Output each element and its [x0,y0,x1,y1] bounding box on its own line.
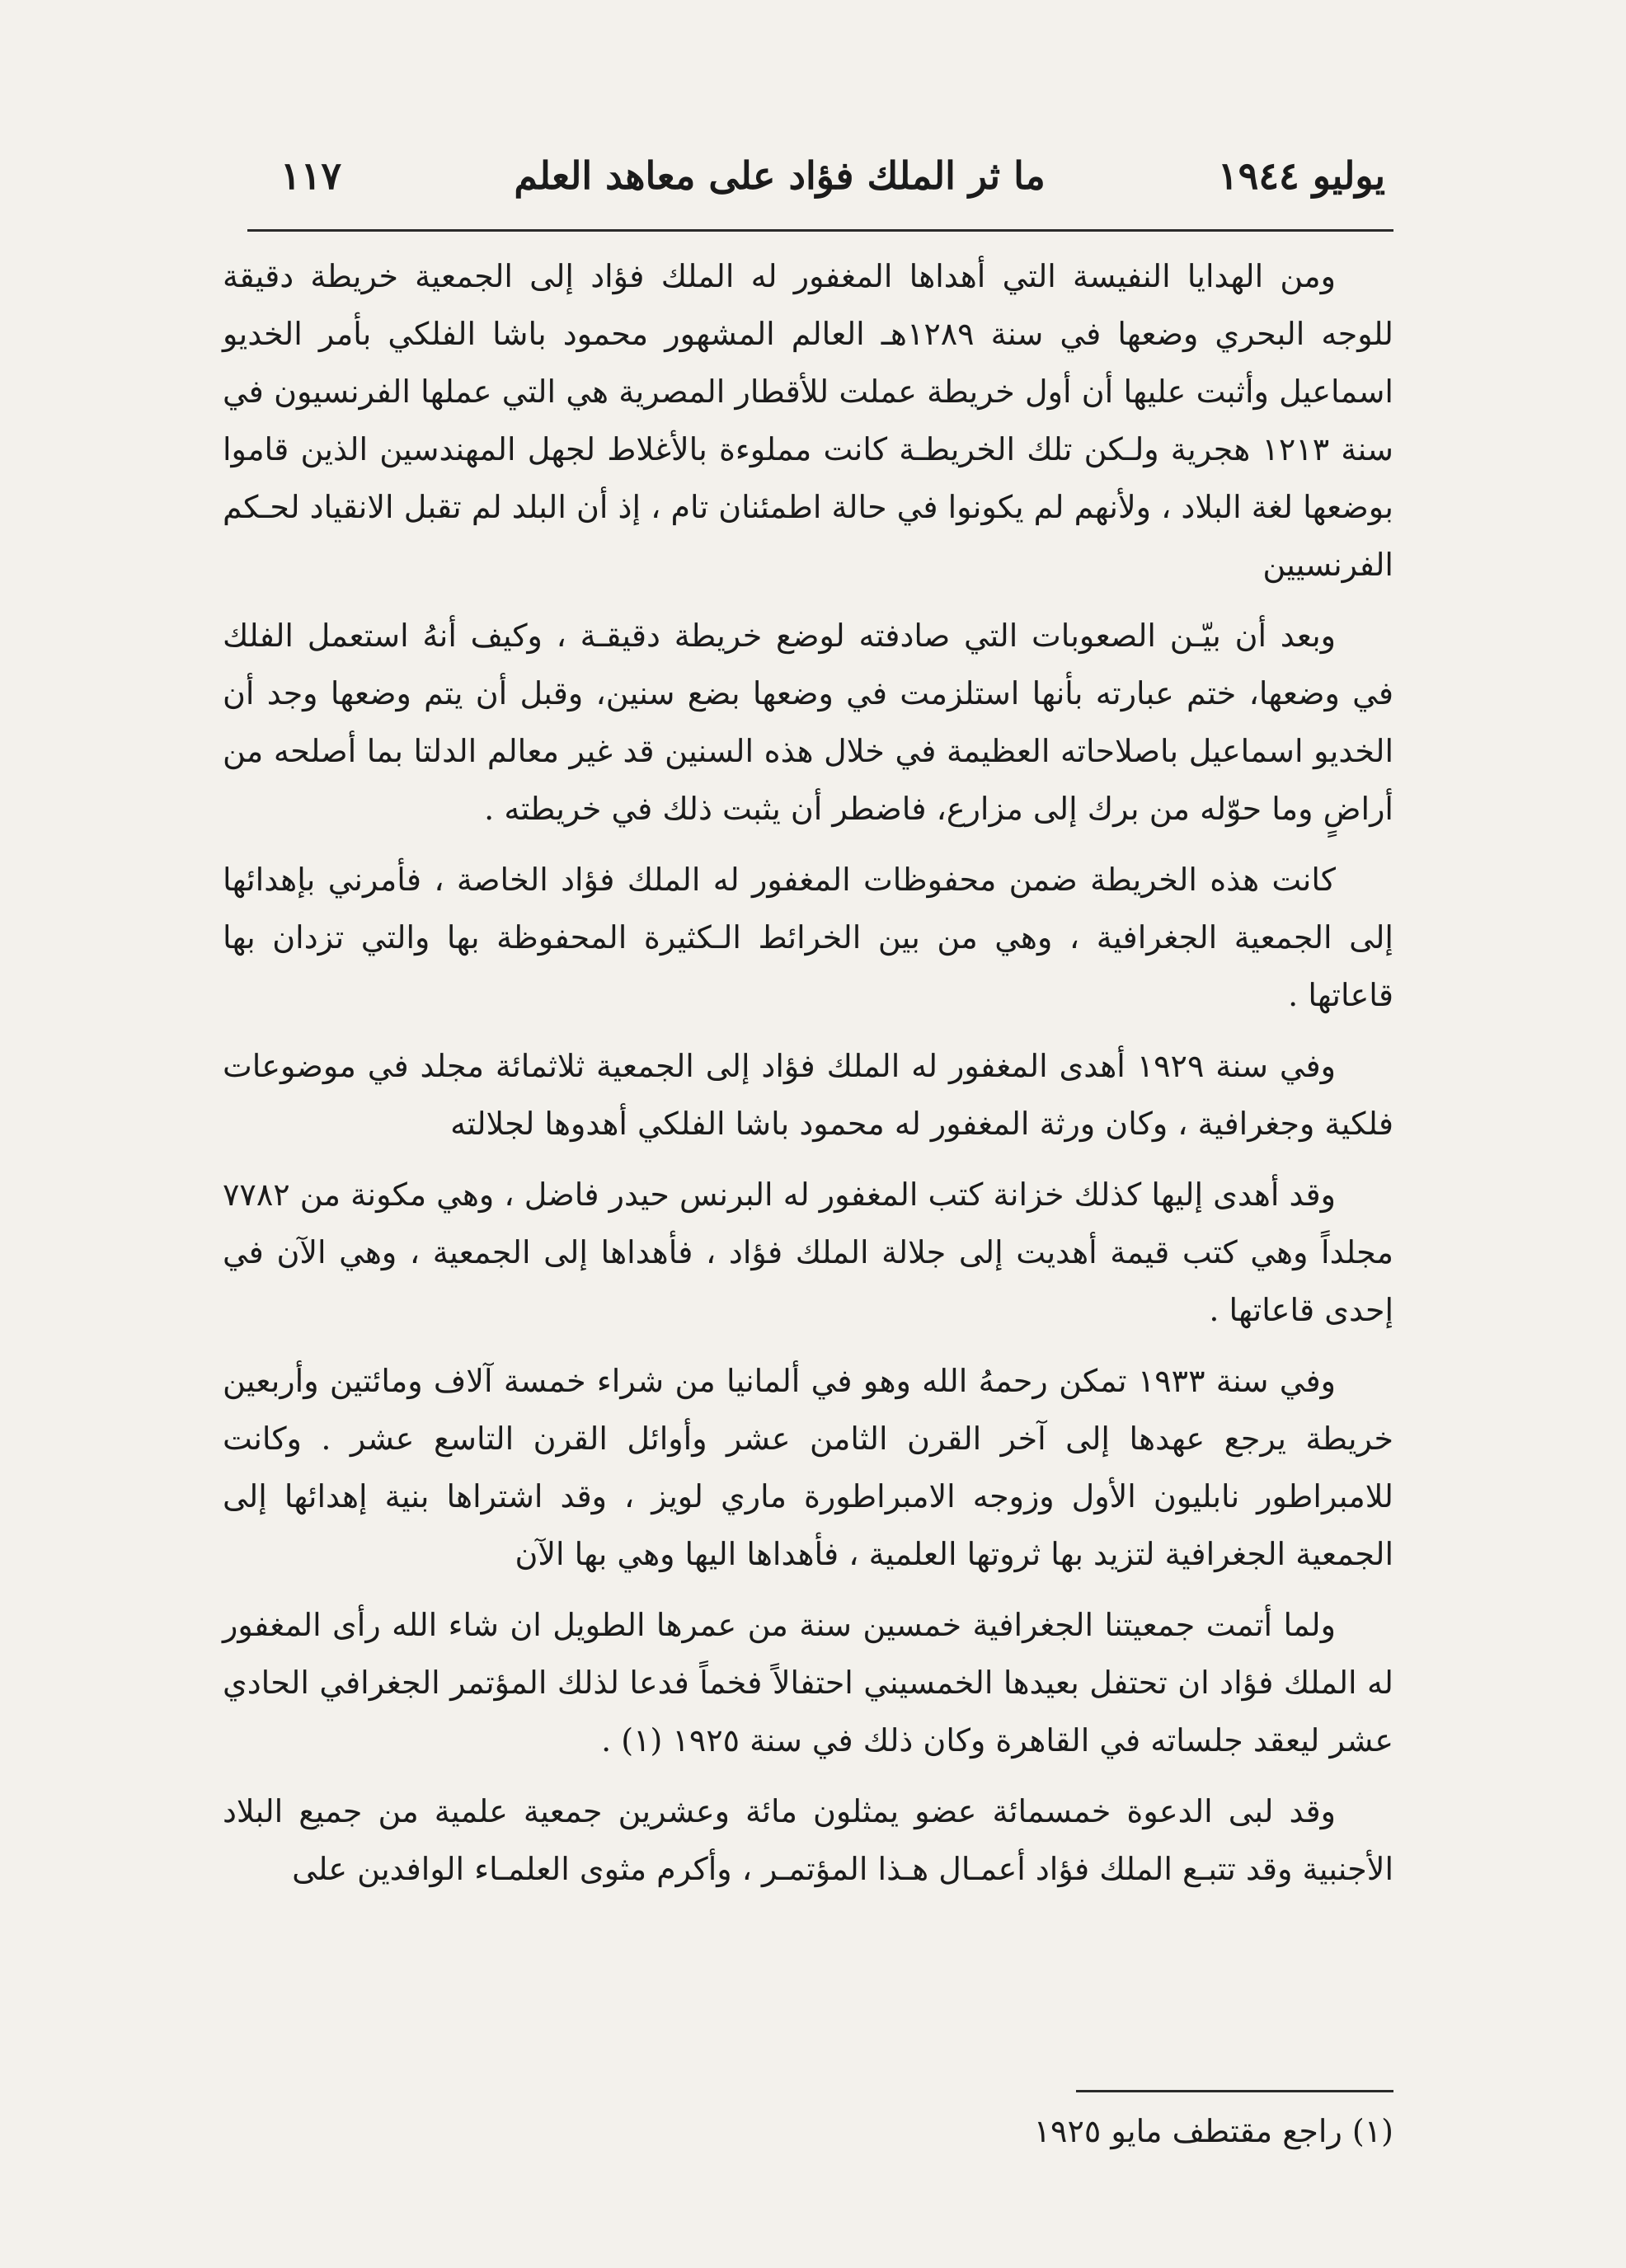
header-date: يوليو ١٩٤٤ [1217,153,1385,198]
header-rule [247,229,1393,232]
body-text [223,247,1393,1911]
paragraph: وفي سنة ١٩٢٩ أهدى المغفور له الملك فؤاد إلى الجمعية ثلاثمائة مجلد في موضوعات فلكية وجغرافية ، وكان ورثة المغفور له محمود باشا الفلكي أهدوها لجلالته [223,1048,1393,1142]
page-number: ١١٧ [280,153,342,198]
footnote-rule [1076,2090,1393,2092]
header-title: ما ثر الملك فؤاد على معاهد العلم [514,153,1046,198]
paragraph: وقد أهدى إليها كذلك خزانة كتب المغفور له البرنس حيدر فاضل ، وهي مكونة من ٧٧٨٢ مجلداً وهي كتب قيمة أهديت إلى جلالة الملك فؤاد ، فأهداها إلى الجمعية ، وهي الآن في إحدى قاعاتها . [223,1176,1393,1328]
paragraph: وقد لبى الدعوة خمسمائة عضو يمثلون مائة وعشرين جمعية علمية من جميع البلاد الأجنبية وقد تتبـع الملك فؤاد أعمـال هـذا المؤتمـر ، وأكرم مثوى العلمـاء الوافدين على [223,1793,1393,1887]
paragraph: ولما أتمت جمعيتنا الجغرافية خمسين سنة من عمرها الطويل ان شاء الله رأى المغفور له الملك فؤاد ان تحتفل بعيدها الخمسيني احتفالاً فخماً فدعا لذلك المؤتمر الجغرافي الحادي عشر ليعقد جلساته في القاهرة وكان ذلك في سنة ١٩٢٥ (١) . [223,1607,1393,1759]
running-header [280,147,1385,204]
paragraph: ومن الهدايا النفيسة التي أهداها المغفور له الملك فؤاد إلى الجمعية خريطة دقيقة للوجه البحري وضعها في سنة ١٢٨٩هـ العالم المشهور محمود باشا الفلكي بأمر الخديو اسماعيل وأثبت عليها أن أول خريطة عملت للأقطار المصرية هي التي عملها الفرنسيون في سنة ١٢١٣ هجرية ولـكن تلك الخريطـة كانت مملوءة بالأغلاط لجهل المهندسين الذين قاموا بوضعها لغة البلاد ، ولأنهم لم يكونوا في حالة اطمئنان تام ، إذ أن البلد لم تقبل الانقياد لحـكم الفرنسيين [223,258,1393,583]
paragraph: كانت هذه الخريطة ضمن محفوظات المغفور له الملك فؤاد الخاصة ، فأمرني بإهدائها إلى الجمعية الجغرافية ، وهي من بين الخرائط الـكثيرة المحفوظة بها والتي تزدان بها قاعاتها . [223,862,1393,1013]
paragraph: وفي سنة ١٩٣٣ تمكن رحمهُ الله وهو في ألمانيا من شراء خمسة آلاف ومائتين وأربعين خريطة يرجع عهدها إلى آخر القرن الثامن عشر وأوائل القرن التاسع عشر . وكانت للامبراطور نابليون الأول وزوجه الامبراطورة ماري لويز ، وقد اشتراها بنية إهدائها إلى الجمعية الجغرافية لتزيد بها ثروتها العلمية ، فأهداها اليها وهي بها الآن [223,1363,1393,1572]
footnote: (١) راجع مقتطف مايو ١٩٢٥ [1033,2113,1393,2149]
paragraph: وبعد أن بيّـن الصعوبات التي صادفته لوضع خريطة دقيقـة ، وكيف أنهُ استعمل الفلك في وضعها، ختم عبارته بأنها استلزمت في وضعها بضع سنين، وقبل أن يتم وضعها وجد أن الخديو اسماعيل باصلاحاته العظيمة في خلال هذه السنين قد غير معالم الدلتا بما أصلحه من أراضٍ وما حوّله من برك إلى مزارع، فاضطر أن يثبت ذلك في خريطته . [223,617,1393,827]
